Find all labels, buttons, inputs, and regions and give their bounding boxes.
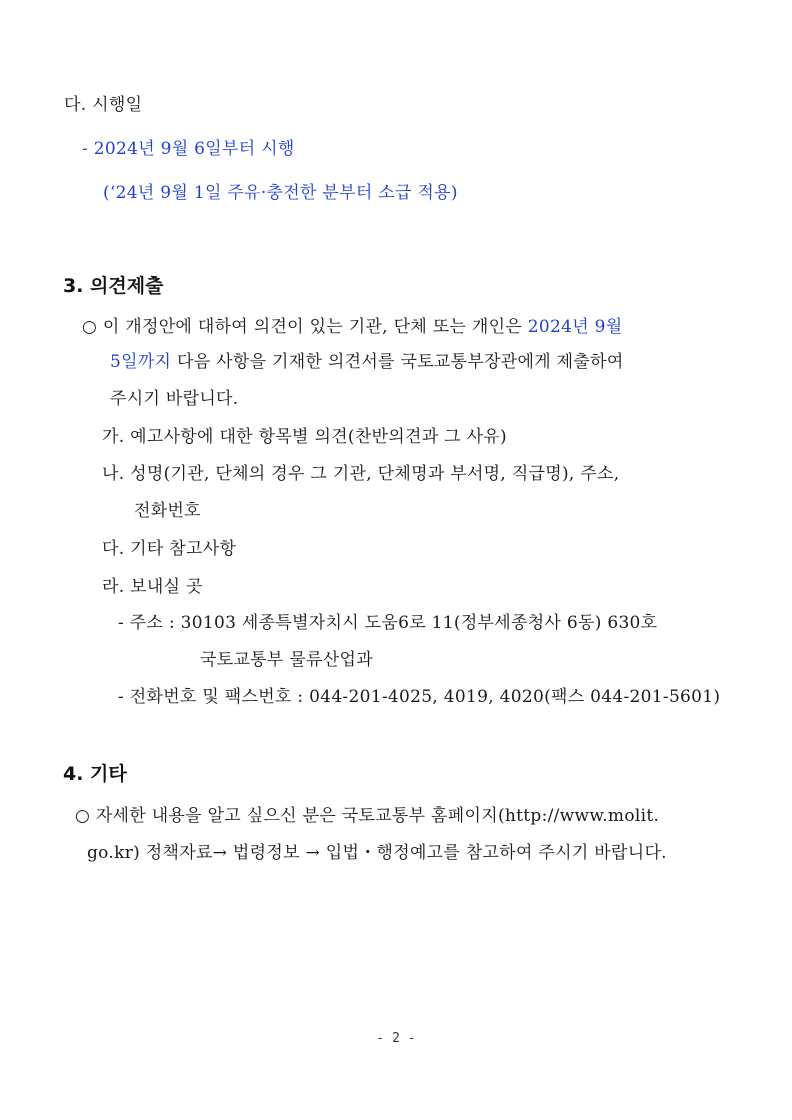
section3-intro-line1 [82, 316, 623, 338]
item-ga: 가. 예고사항에 대한 항목별 의견(찬반의견과 그 사유) [102, 427, 507, 447]
page-number: - 2 - [376, 1031, 416, 1046]
section3-title: 3. 의견제출 [63, 275, 164, 297]
item-ra: 라. 보내실 곳 [102, 577, 203, 597]
deadline-date-part1: 2024년 9월 [527, 317, 623, 337]
section3-intro-line2 [110, 351, 624, 373]
section-da-heading: 다. 시행일 [64, 95, 143, 115]
address-line1: - 주소 : 30103 세종특별자치시 도움6로 11(정부세종청사 6동) 630호 [118, 613, 658, 633]
section4-title: 4. 기타 [63, 763, 127, 785]
phone-fax-line: - 전화번호 및 팩스번호 : 044-201-4025, 4019, 4020(팩스 044-201-5601) [118, 687, 721, 707]
item-na-line1: 나. 성명(기관, 단체의 경우 그 기관, 단체명과 부서명, 직급명), 주소, [102, 464, 620, 484]
item-na-line2: 전화번호 [134, 501, 201, 521]
section3-intro-line3: 주시기 바랍니다. [110, 389, 239, 409]
address-line2: 국토교통부 물류산업과 [200, 650, 373, 670]
section4-line1: ○ 자세한 내용을 알고 싶으신 분은 국토교통부 홈페이지(http://www.molit. [75, 806, 660, 826]
effective-date-line: - 2024년 9월 6일부터 시행 [82, 139, 295, 159]
intro-text-continued: 다음 사항을 기재한 의견서를 국토교통부장관에게 제출하여 [171, 352, 624, 372]
intro-text: ○ 이 개정안에 대하여 의견이 있는 기관, 단체 또는 개인은 [82, 317, 528, 337]
deadline-date-part2: 5일까지 [110, 352, 172, 372]
retroactive-note-line: (‘24년 9월 1일 주유·충전한 분부터 소급 적용) [103, 183, 458, 203]
item-da: 다. 기타 참고사항 [102, 539, 237, 559]
section4-line2: go.kr) 정책자료→ 법령정보 → 입법・행정예고를 참고하여 주시기 바랍니다. [87, 843, 667, 863]
